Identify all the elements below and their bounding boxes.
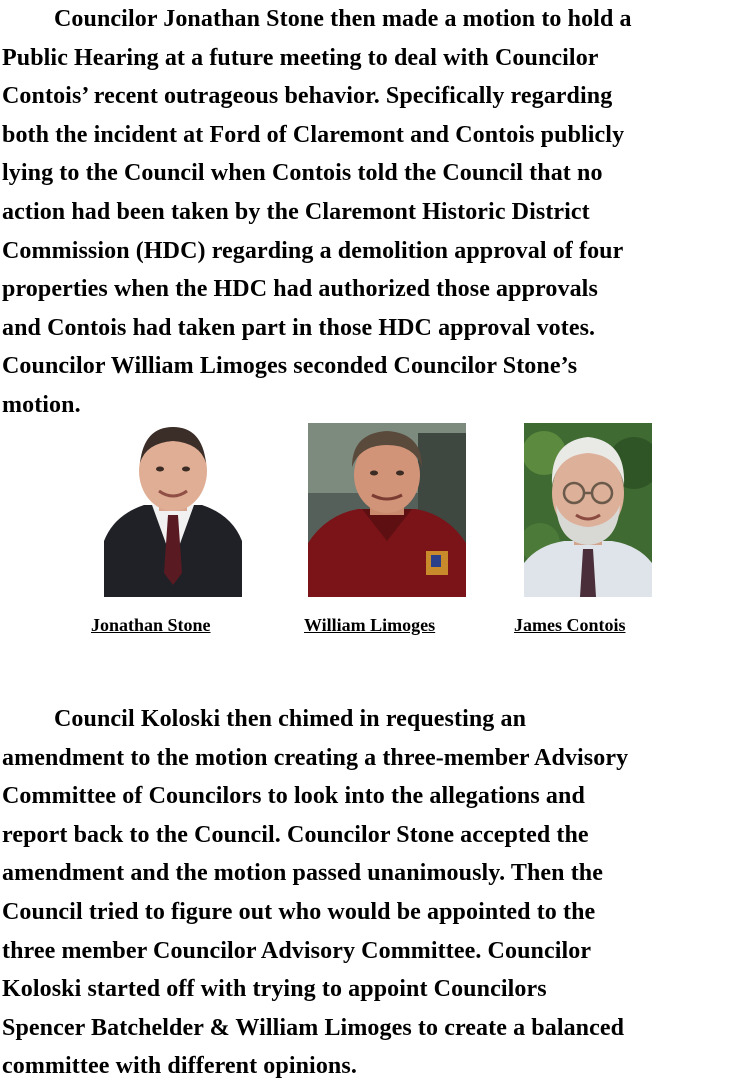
- text-line: properties when the HDC had authorized those approvals: [2, 276, 598, 303]
- text-line: Commission (HDC) regarding a demolition approval of four: [2, 237, 624, 264]
- photo-william-limoges: [308, 423, 466, 597]
- caption-jonathan-stone: Jonathan Stone: [91, 615, 211, 635]
- text-line: lying to the Council when Contois told the Council that no: [2, 160, 603, 187]
- text-line: amendment to the motion creating a three-member Advisory: [2, 744, 629, 771]
- text-line: Contois’ recent outrageous behavior. Specifically regarding: [2, 83, 613, 110]
- paragraph-motion: [2, 0, 755, 425]
- text-line: Councilor William Limoges seconded Councilor Stone’s: [2, 353, 578, 380]
- text-line: amendment and the motion passed unanimously. Then the: [2, 860, 603, 887]
- text-line: both the incident at Ford of Claremont and Contois publicly: [2, 121, 625, 148]
- text-line: Spencer Batchelder & William Limoges to create a balanced: [2, 1014, 625, 1041]
- photo-james-contois: [524, 423, 652, 597]
- photo-jonathan-stone: [104, 423, 242, 597]
- text-line: and Contois had taken part in those HDC approval votes.: [2, 314, 596, 341]
- caption-william-limoges: William Limoges: [304, 615, 436, 635]
- text-line: report back to the Council. Councilor Stone accepted the: [2, 821, 589, 848]
- paragraph-amendment: [2, 700, 755, 1086]
- text-line: Koloski started off with trying to appoint Councilors: [2, 976, 547, 1003]
- text-line: three member Councilor Advisory Committee. Councilor: [2, 937, 592, 964]
- text-line: committee with different opinions.: [2, 1053, 357, 1080]
- text-line: Council tried to figure out who would be appointed to the: [2, 898, 596, 925]
- caption-james-contois: James Contois: [514, 615, 626, 635]
- text-line: Councilor Jonathan Stone then made a motion to hold a: [54, 6, 632, 32]
- text-line: Council Koloski then chimed in requesting an: [54, 706, 527, 732]
- text-line: Public Hearing at a future meeting to deal with Councilor: [2, 44, 599, 71]
- text-line: motion.: [2, 391, 81, 418]
- text-line: Committee of Councilors to look into the allegations and: [2, 783, 585, 810]
- text-line: action had been taken by the Claremont Historic District: [2, 198, 590, 225]
